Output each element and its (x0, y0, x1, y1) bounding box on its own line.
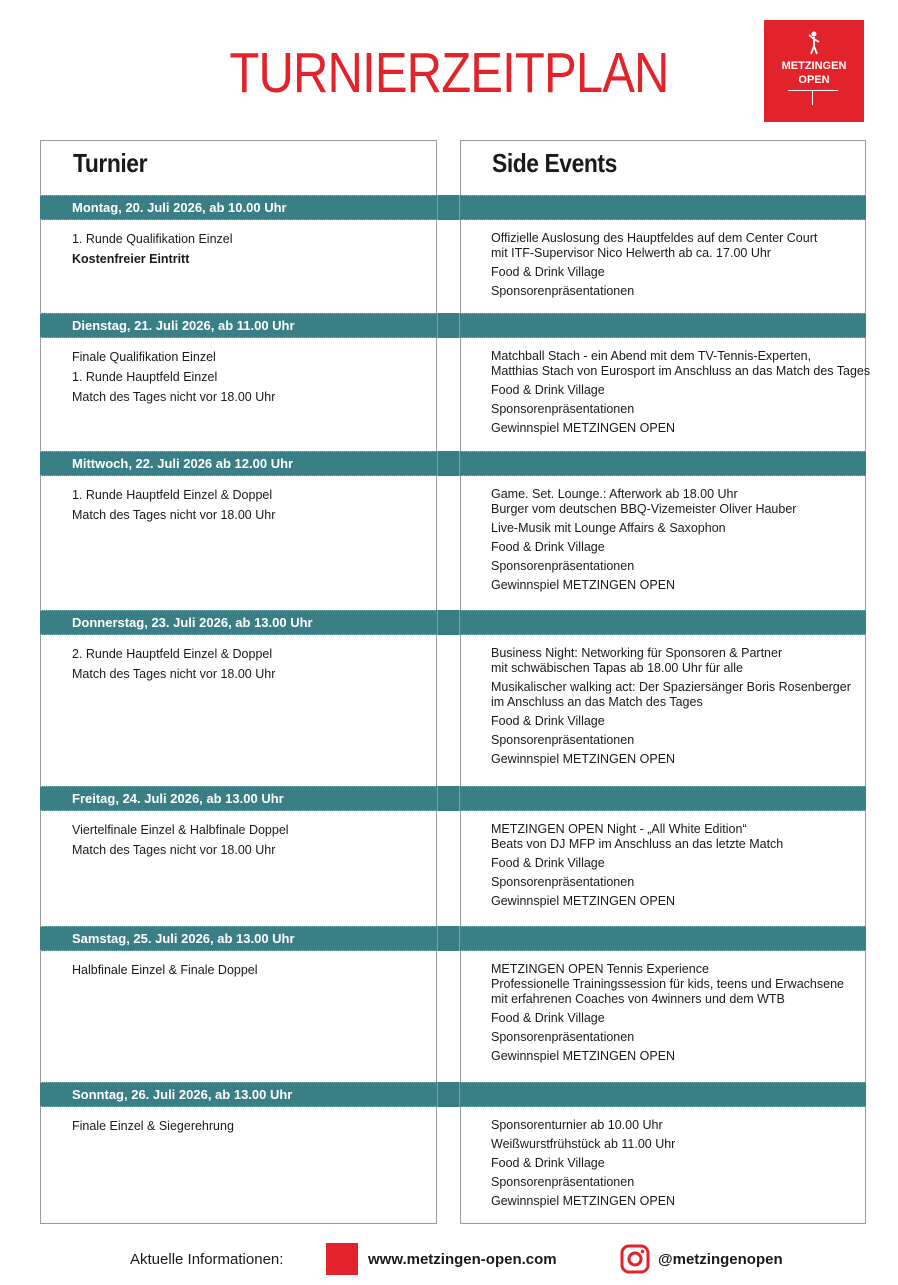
day-header-bar (40, 610, 866, 635)
side-event-item: Matchball Stach - ein Abend mit dem TV-Tennis-Experten, Matthias Stach von Eurosport im Anschluss an das Match des Tages (491, 349, 871, 378)
column-divider (437, 195, 460, 220)
day-header-bar (40, 195, 866, 220)
turnier-item: Finale Qualifikation Einzel (72, 350, 216, 364)
day-label: Sonntag, 26. Juli 2026, ab 13.00 Uhr (72, 1087, 293, 1102)
side-event-item: Sponsorenturnier ab 10.00 Uhr (491, 1118, 663, 1132)
side-events-cell (491, 822, 783, 913)
day-label: Montag, 20. Juli 2026, ab 10.00 Uhr (72, 200, 287, 215)
turnier-item: Match des Tages nicht vor 18.00 Uhr (72, 390, 276, 404)
day-header-bar (40, 451, 866, 476)
day-label: Dienstag, 21. Juli 2026, ab 11.00 Uhr (72, 318, 295, 333)
day-header-bar (40, 1082, 866, 1107)
side-event-item: Gewinnspiel METZINGEN OPEN (491, 894, 676, 908)
turnier-cell (72, 487, 275, 527)
turnier-item: Kostenfreier Eintritt (72, 252, 190, 266)
side-event-item: Food & Drink Village (491, 714, 605, 728)
turnier-cell (72, 962, 258, 982)
turnier-cell (72, 646, 275, 686)
logo-line-2: OPEN (798, 74, 830, 86)
side-events-cell (491, 349, 870, 440)
page-title: TURNIERZEITPLAN (229, 41, 669, 105)
side-event-item: Weißwurstfrühstück ab 11.00 Uhr (491, 1137, 676, 1151)
turnier-item: Halbfinale Einzel & Finale Doppel (72, 963, 258, 977)
side-event-item: Offizielle Auslosung des Hauptfeldes auf dem Center Court mit ITF-Supervisor Nico Helwerth ab ca. 17.00 Uhr (491, 231, 818, 260)
footer (0, 1248, 898, 1274)
column-heading-side-events: Side Events (492, 148, 617, 178)
turnier-item: Match des Tages nicht vor 18.00 Uhr (72, 843, 276, 857)
instagram-handle[interactable]: @metzingenopen (658, 1251, 783, 1268)
tennis-player-icon (806, 30, 822, 56)
side-events-cell (491, 1118, 675, 1213)
day-label: Samstag, 25. Juli 2026, ab 13.00 Uhr (72, 931, 295, 946)
turnier-item: 1. Runde Qualifikation Einzel (72, 232, 233, 246)
side-event-item: Sponsorenpräsentationen (491, 284, 635, 298)
side-event-item: Food & Drink Village (491, 265, 605, 279)
footer-label: Aktuelle Informationen: (130, 1251, 284, 1268)
day-header-bar (40, 786, 866, 811)
turnier-cell (72, 349, 275, 409)
side-event-item: Food & Drink Village (491, 1156, 605, 1170)
side-event-item: Game. Set. Lounge.: Afterwork ab 18.00 Uhr Burger vom deutschen BBQ-Vizemeister Oliver Hauber (491, 487, 797, 516)
day-header-bar (40, 926, 866, 951)
side-event-item: Business Night: Networking für Sponsoren & Partner mit schwäbischen Tapas ab 18.00 Uhr für alle (491, 646, 783, 675)
turnier-cell (72, 822, 289, 862)
side-events-cell (491, 487, 796, 597)
day-label: Mittwoch, 22. Juli 2026 ab 12.00 Uhr (72, 456, 294, 471)
side-event-item: Sponsorenpräsentationen (491, 402, 635, 416)
column-divider (437, 786, 460, 811)
metzingen-open-mini-logo (326, 1243, 358, 1275)
turnier-cell (72, 1118, 234, 1138)
turnier-item: Match des Tages nicht vor 18.00 Uhr (72, 508, 276, 522)
side-event-item: Sponsorenpräsentationen (491, 1175, 635, 1189)
instagram-icon (620, 1244, 650, 1274)
column-divider (437, 451, 460, 476)
side-event-item: Gewinnspiel METZINGEN OPEN (491, 578, 676, 592)
side-event-item: Gewinnspiel METZINGEN OPEN (491, 421, 676, 435)
day-header-bar (40, 313, 866, 338)
column-divider (437, 926, 460, 951)
side-event-item: Gewinnspiel METZINGEN OPEN (491, 1049, 676, 1063)
website-link[interactable]: www.metzingen-open.com (368, 1251, 557, 1268)
turnier-item: 1. Runde Hauptfeld Einzel (72, 370, 218, 384)
side-event-item: Sponsorenpräsentationen (491, 733, 635, 747)
turnier-item: 2. Runde Hauptfeld Einzel & Doppel (72, 647, 273, 661)
turnier-item: Viertelfinale Einzel & Halbfinale Doppel (72, 823, 289, 837)
side-events-cell (491, 646, 851, 771)
turnier-item: 1. Runde Hauptfeld Einzel & Doppel (72, 488, 273, 502)
turnier-cell (72, 231, 233, 271)
column-divider (437, 1082, 460, 1107)
logo-line-1: METZINGEN (781, 60, 847, 72)
side-events-cell (491, 231, 817, 303)
side-event-item: Musikalischer walking act: Der Spaziersänger Boris Rosenberger im Anschluss an das Match des Tages (491, 680, 851, 709)
side-event-item: Sponsorenpräsentationen (491, 559, 635, 573)
metzingen-open-logo (764, 20, 864, 122)
day-label: Freitag, 24. Juli 2026, ab 13.00 Uhr (72, 791, 284, 806)
side-event-item: Sponsorenpräsentationen (491, 1030, 635, 1044)
turnier-item: Finale Einzel & Siegerehrung (72, 1119, 234, 1133)
side-event-item: Food & Drink Village (491, 383, 605, 397)
side-event-item: Food & Drink Village (491, 856, 605, 870)
column-heading-turnier: Turnier (73, 148, 148, 178)
column-divider (437, 610, 460, 635)
side-event-item: Sponsorenpräsentationen (491, 875, 635, 889)
day-label: Donnerstag, 23. Juli 2026, ab 13.00 Uhr (72, 615, 313, 630)
side-events-cell (491, 962, 844, 1068)
column-divider (437, 313, 460, 338)
side-event-item: METZINGEN OPEN Night - „All White Edition“ Beats von DJ MFP im Anschluss an das letzte Match (491, 822, 784, 851)
turnier-item: Match des Tages nicht vor 18.00 Uhr (72, 667, 276, 681)
side-event-item: Food & Drink Village (491, 1011, 605, 1025)
side-event-item: Food & Drink Village (491, 540, 605, 554)
side-event-item: Gewinnspiel METZINGEN OPEN (491, 1194, 676, 1208)
side-event-item: Live-Musik mit Lounge Affairs & Saxophon (491, 521, 726, 535)
side-event-item: METZINGEN OPEN Tennis Experience Professionelle Trainingssession für kids, teens und Erwachsene mit erfahrenen Coaches von 4winners und dem WTB (491, 962, 844, 1006)
side-event-item: Gewinnspiel METZINGEN OPEN (491, 752, 676, 766)
court-lines-icon (788, 90, 838, 113)
